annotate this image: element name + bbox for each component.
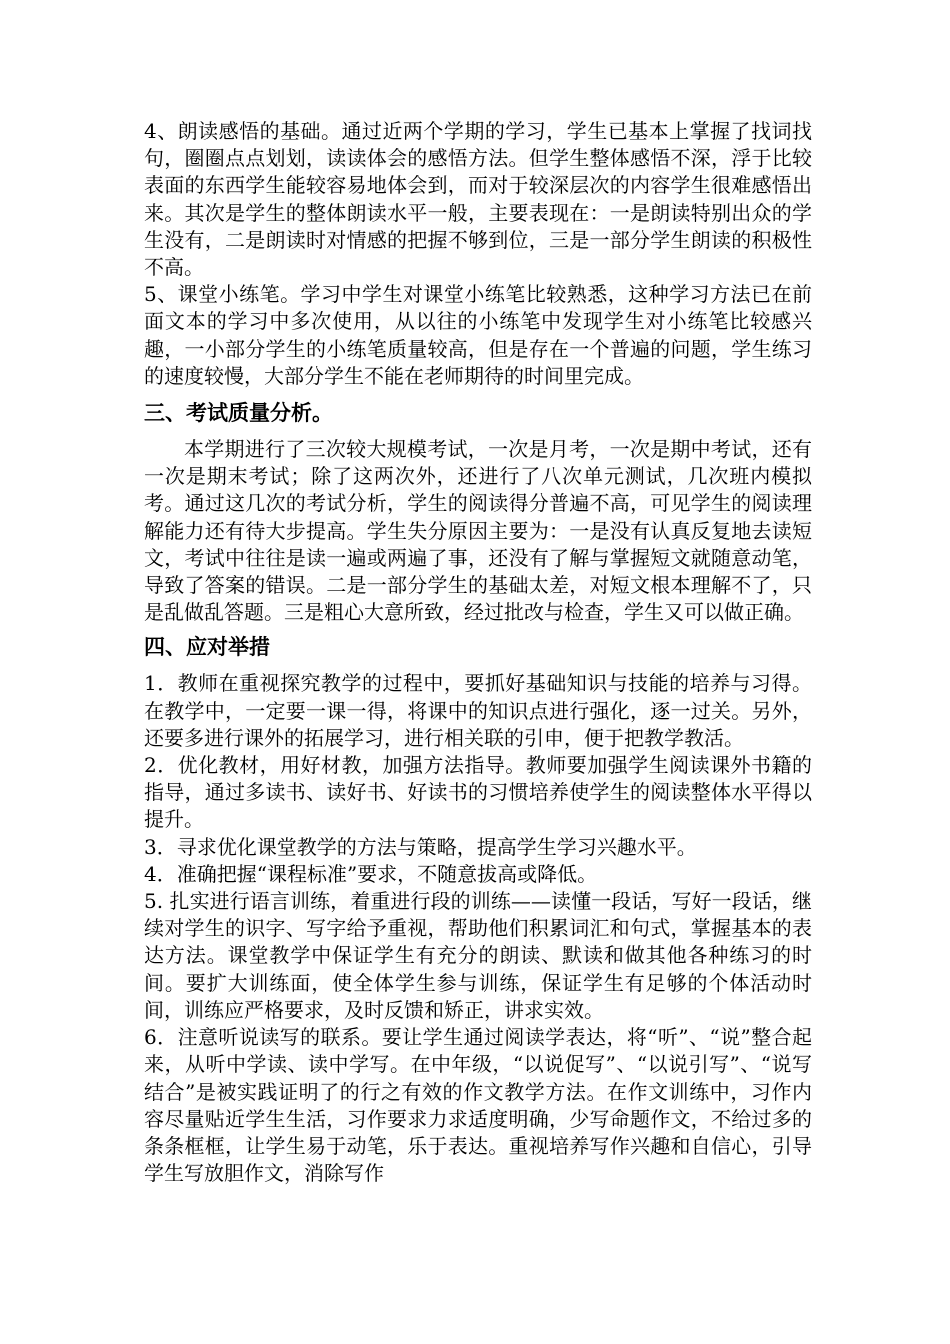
section-heading-exam-analysis: 三、考试质量分析。: [144, 401, 333, 426]
list-item-measure-2: 2．优化教材，用好材教，加强方法指导。教师要加强学生阅读课外书籍的指导，通过多读书、读好书、好读书的习惯培养使学生的阅读整体水平得以提升。: [144, 753, 812, 832]
list-item-measure-5: 5. 扎实进行语言训练，着重进行段的训练——读懂一段话，写好一段话，继续对学生的识字、写字给予重视，帮助他们积累词汇和句式，掌握基本的表达方法。课堂教学中保证学生有充分的朗读、默读和做其他各种练习的时间。要扩大训练面，使全体学生参与训练，保证学生有足够的个体活动时间，训练应严格要求，及时反馈和矫正，讲求实效。: [144, 889, 812, 1022]
paragraph-reading-comprehension: 4、朗读感悟的基础。通过近两个学期的学习，学生已基本上掌握了找词找句，圈圈点点划划，读读体会的感悟方法。但学生整体感悟不深，浮于比较表面的东西学生能较容易地体会到，而对于较深层次的内容学生很难感悟出来。其次是学生的整体朗读水平一般，主要表现在：一是朗读特别出众的学生没有，二是朗读时对情感的把握不够到位，三是一部分学生朗读的积极性不高。: [144, 119, 812, 280]
document-page: [144, 118, 812, 1187]
list-item-measure-6: 6．注意听说读写的联系。要让学生通过阅读学表达，将“听”、“说”整合起来，从听中学读、读中学写。在中年级，“以说促写”、“以说引写”、“说写结合”是被实践证明了的行之有效的作文教学方法。在作文训练中，习作内容尽量贴近学生生活，习作要求力求适度明确，少写命题作文，不给过多的条条框框，让学生易于动笔，乐于表达。重视培养写作兴趣和自信心，引导学生写放胆作文，消除写作: [144, 1025, 812, 1186]
paragraph-classroom-writing: 5、课堂小练笔。学习中学生对课堂小练笔比较熟悉，这种学习方法已在前面文本的学习中多次使用，从以往的小练笔中发现学生对小练笔比较感兴趣，一小部分学生的小练笔质量较高，但是存在一个普遍的问题，学生练习的速度较慢，大部分学生不能在老师期待的时间里完成。: [144, 282, 812, 388]
list-item-measure-4: 4．准确把握“课程标准”要求，不随意拔高或降低。: [144, 861, 598, 886]
paragraph-exam-analysis: 本学期进行了三次较大规模考试，一次是月考，一次是期中考试，还有一次是期末考试；除了这两次外，还进行了八次单元测试，几次班内模拟考。通过这几次的考试分析，学生的阅读得分普遍不高，可见学生的阅读理解能力还有待大步提高。学生失分原因主要为：一是没有认真反复地去读短文，考试中往往是读一遍或两遍了事，还没有了解与掌握短文就随意动笔，导致了答案的错误。二是一部分学生的基础太差，对短文根本理解不了，只是乱做乱答题。三是粗心大意所致，经过批改与检查，学生又可以做正确。: [144, 437, 812, 625]
section-heading-measures: 四、应对举措: [144, 635, 270, 660]
list-item-measure-1: 1．教师在重视探究教学的过程中，要抓好基础知识与技能的培养与习得。在教学中，一定要一课一得，将课中的知识点进行强化，逐一过关。另外，还要多进行课外的拓展学习，进行相关联的引申，便于把教学教活。: [144, 671, 812, 750]
list-item-measure-3: 3．寻求优化课堂教学的方法与策略，提高学生学习兴趣水平。: [144, 834, 697, 859]
